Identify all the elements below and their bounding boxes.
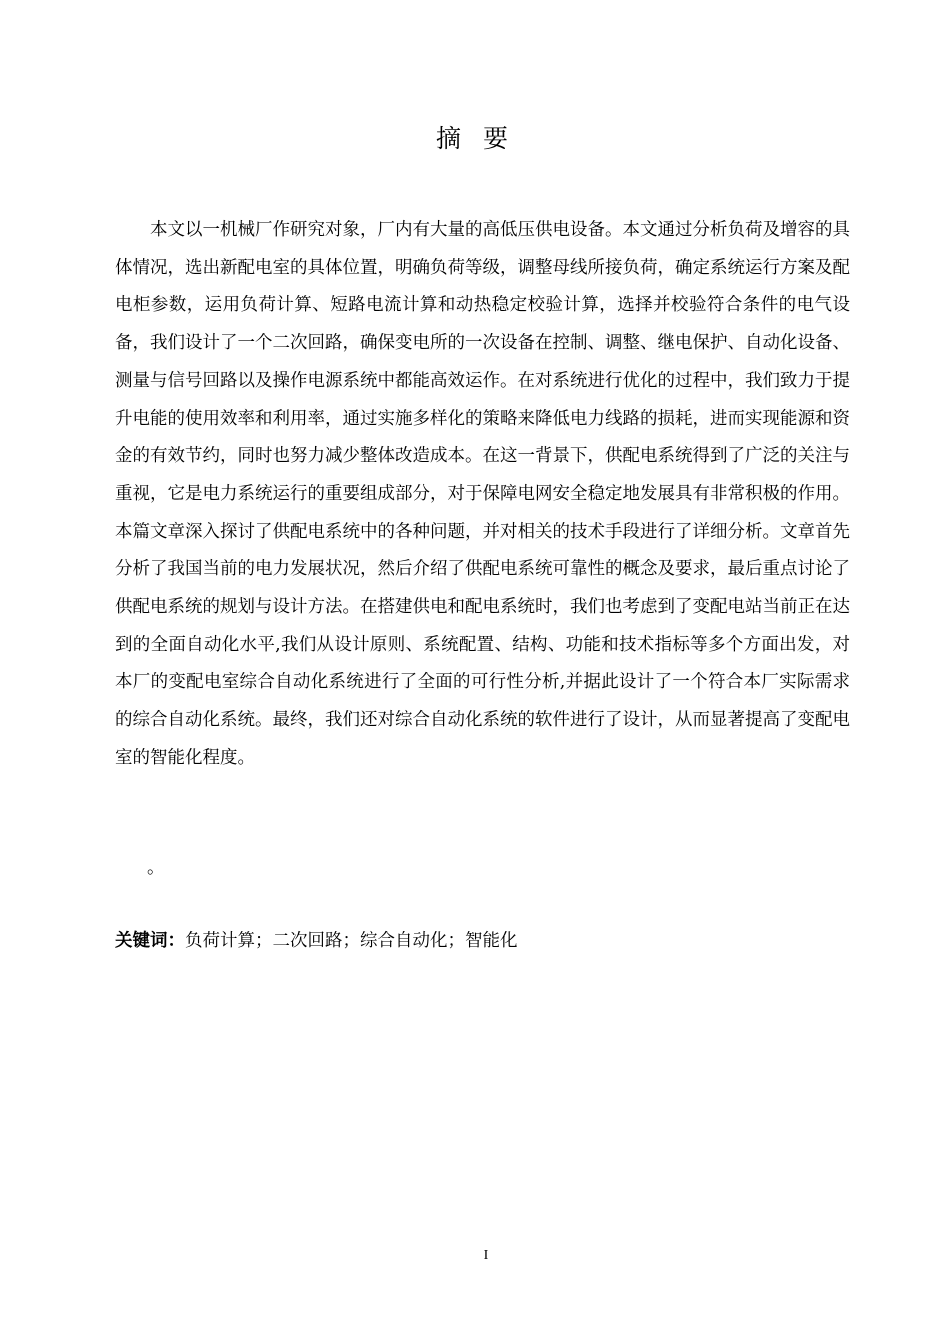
stray-period-mark: 。 — [147, 858, 165, 878]
keywords-line — [115, 926, 518, 956]
keywords-list: 负荷计算；二次回路；综合自动化；智能化 — [185, 931, 518, 951]
keywords-label: 关键词： — [115, 931, 185, 951]
abstract-body: 本文以一机械厂作研究对象，厂内有大量的高低压供电设备。本文通过分析负荷及增容的具体情况，选出新配电室的具体位置，明确负荷等级，调整母线所接负荷，确定系统运行方案及配电柜参数，运用负荷计算、短路电流计算和动热稳定校验计算，选择并校验符合条件的电气设备，我们设计了一个二次回路，确保变电所的一次设备在控制、调整、继电保护、自动化设备、测量与信号回路以及操作电源系统中都能高效运作。在对系统进行优化的过程中，我们致力于提升电能的使用效率和利用率，通过实施多样化的策略来降低电力线路的损耗，进而实现能源和资金的有效节约，同时也努力减少整体改造成本。在这一背景下，供配电系统得到了广泛的关注与重视，它是电力系统运行的重要组成部分，对于保障电网安全稳定地发展具有非常积极的作用。本篇文章深入探讨了供配电系统中的各种问题，并对相关的技术手段进行了详细分析。文章首先分析了我国当前的电力发展状况，然后介绍了供配电系统可靠性的概念及要求，最后重点讨论了供配电系统的规划与设计方法。在搭建供电和配电系统时，我们也考虑到了变配电站当前正在达到的全面自动化水平,我们从设计原则、系统配置、结构、功能和技术指标等多个方面出发，对本厂的变配电室综合自动化系统进行了全面的可行性分析,并据此设计了一个符合本厂实际需求的综合自动化系统。最终，我们还对综合自动化系统的软件进行了设计，从而显著提高了变配电室的智能化程度。 — [115, 220, 850, 768]
abstract-heading: 摘要 — [435, 124, 530, 153]
page-number: I — [483, 1248, 489, 1263]
